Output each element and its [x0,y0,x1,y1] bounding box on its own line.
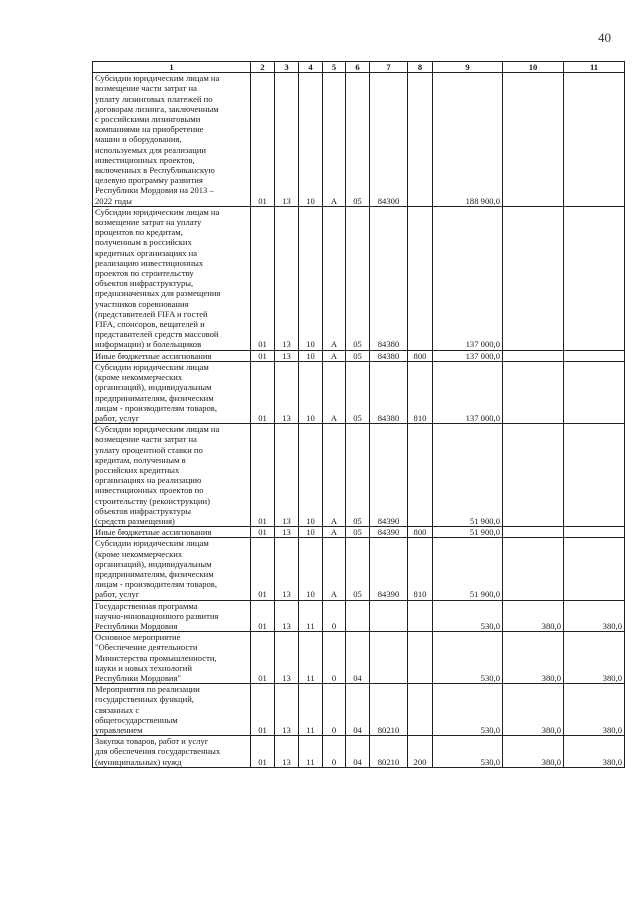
cell-section: 01 [251,424,275,527]
cell-subsection: 13 [275,527,299,538]
cell-amount-1: 530,0 [433,632,503,684]
cell-subprogram: А [323,424,346,527]
table-row [93,350,625,361]
header-cell: 1 [93,62,251,73]
cell-activity: 05 [346,206,370,350]
cell-amount-1: 51 900,0 [433,424,503,527]
row-name: Мероприятия по реализации государственных функций, связанных с общегосударственным управлением [93,684,251,736]
table-row [93,684,625,736]
cell-amount-1: 51 900,0 [433,538,503,600]
cell-amount-3 [564,350,625,361]
cell-direction: 84390 [370,424,408,527]
cell-expense-type [408,424,433,527]
cell-amount-3: 380,0 [564,736,625,768]
cell-amount-3: 380,0 [564,632,625,684]
header-cell: 2 [251,62,275,73]
cell-amount-2 [503,350,564,361]
cell-direction [370,600,408,632]
cell-amount-2: 380,0 [503,600,564,632]
cell-subprogram: 0 [323,736,346,768]
cell-direction: 84390 [370,527,408,538]
cell-program: 11 [299,632,323,684]
cell-subsection: 13 [275,684,299,736]
cell-amount-2 [503,73,564,207]
cell-expense-type [408,206,433,350]
cell-amount-2: 380,0 [503,632,564,684]
cell-direction: 84300 [370,73,408,207]
row-name: Субсидии юридическим лицам (кроме некоммерческих организаций), индивидуальным предпринимателям, физическим лицам - производителям товаров, работ, услуг [93,361,251,423]
cell-expense-type: 800 [408,527,433,538]
cell-program: 10 [299,206,323,350]
row-name: Основное мероприятие "Обеспечение деятельности Министерства промышленности, науки и новых технологий Республики Мордовия" [93,632,251,684]
cell-section: 01 [251,350,275,361]
cell-amount-2 [503,527,564,538]
cell-activity: 05 [346,538,370,600]
cell-section: 01 [251,600,275,632]
cell-activity: 05 [346,361,370,423]
cell-amount-3: 380,0 [564,684,625,736]
cell-expense-type: 200 [408,736,433,768]
cell-amount-3 [564,206,625,350]
cell-subprogram: А [323,361,346,423]
row-name: Субсидии юридическим лицам на возмещение затрат на уплату процентов по кредитам, полученным в российских кредитных организациях на реализацию инвестиционных проектов по строительству объектов инфраструктуры, предназначенных для размещения участников соревнования (представителей FIFA и гостей FIFA, спонсоров, вещателей и представителей средств массовой информации) и болельщиков [93,206,251,350]
cell-amount-2: 380,0 [503,736,564,768]
cell-subprogram: А [323,350,346,361]
header-cell: 9 [433,62,503,73]
cell-activity: 04 [346,684,370,736]
cell-activity [346,600,370,632]
page-number: 40 [598,30,611,45]
cell-subsection: 13 [275,424,299,527]
cell-subsection: 13 [275,73,299,207]
cell-section: 01 [251,632,275,684]
cell-section: 01 [251,206,275,350]
cell-activity: 05 [346,527,370,538]
cell-activity: 04 [346,736,370,768]
cell-subprogram: А [323,73,346,207]
header-cell: 8 [408,62,433,73]
cell-amount-3: 380,0 [564,600,625,632]
cell-amount-1: 137 000,0 [433,361,503,423]
header-cell: 6 [346,62,370,73]
cell-amount-1: 188 900,0 [433,73,503,207]
cell-amount-1: 530,0 [433,736,503,768]
cell-amount-2 [503,206,564,350]
cell-direction: 80210 [370,736,408,768]
cell-amount-2: 380,0 [503,684,564,736]
cell-direction: 84390 [370,538,408,600]
cell-amount-3 [564,73,625,207]
cell-subsection: 13 [275,632,299,684]
cell-direction: 84380 [370,361,408,423]
table-row [93,73,625,207]
cell-amount-3 [564,538,625,600]
row-name: Субсидии юридическим лицам на возмещение части затрат на уплату лизинговых платежей по договорам лизинга, заключенным с российскими лизинговыми компаниями на приобретение машин и оборудования, используемых для реализации инвестиционных проектов, включенных в Республиканскую целевую программу развития Республики Мордовия на 2013 – 2022 годы [93,73,251,207]
budget-table [92,61,625,768]
row-name: Иные бюджетные ассигнования [93,527,251,538]
cell-section: 01 [251,73,275,207]
cell-direction: 80210 [370,684,408,736]
row-name: Государственная программа научно-инновационного развития Республики Мордовия [93,600,251,632]
table-row [93,424,625,527]
cell-subprogram: 0 [323,632,346,684]
cell-expense-type: 800 [408,350,433,361]
cell-program: 11 [299,600,323,632]
row-name: Иные бюджетные ассигнования [93,350,251,361]
cell-direction: 84380 [370,350,408,361]
cell-subsection: 13 [275,206,299,350]
cell-program: 10 [299,361,323,423]
cell-program: 10 [299,73,323,207]
cell-expense-type [408,73,433,207]
table-row [93,600,625,632]
cell-amount-2 [503,424,564,527]
cell-program: 11 [299,684,323,736]
header-cell: 4 [299,62,323,73]
table-row [93,206,625,350]
cell-amount-3 [564,424,625,527]
cell-subprogram: А [323,538,346,600]
row-name: Субсидии юридическим лицам на возмещение части затрат на уплату процентной ставки по кредитам, полученным в российских кредитных организациях на реализацию инвестиционных проектов по строительству (реконструкции) объектов инфраструктуры (средств размещения) [93,424,251,527]
cell-activity: 05 [346,350,370,361]
table-row [93,361,625,423]
cell-program: 10 [299,538,323,600]
cell-program: 10 [299,527,323,538]
cell-subprogram: А [323,206,346,350]
cell-direction: 84380 [370,206,408,350]
header-cell: 5 [323,62,346,73]
cell-amount-1: 137 000,0 [433,350,503,361]
cell-activity: 05 [346,73,370,207]
cell-direction [370,632,408,684]
cell-expense-type: 810 [408,538,433,600]
header-row [93,62,625,73]
cell-activity: 05 [346,424,370,527]
cell-expense-type [408,600,433,632]
cell-subsection: 13 [275,361,299,423]
cell-amount-2 [503,538,564,600]
cell-amount-3 [564,527,625,538]
cell-program: 10 [299,350,323,361]
header-cell: 10 [503,62,564,73]
cell-subsection: 13 [275,538,299,600]
cell-activity: 04 [346,632,370,684]
cell-section: 01 [251,527,275,538]
header-cell: 7 [370,62,408,73]
cell-section: 01 [251,538,275,600]
table-row [93,538,625,600]
cell-subsection: 13 [275,350,299,361]
table-row [93,632,625,684]
header-cell: 11 [564,62,625,73]
cell-program: 11 [299,736,323,768]
row-name: Закупка товаров, работ и услуг для обеспечения государственных (муниципальных) нужд [93,736,251,768]
cell-section: 01 [251,736,275,768]
cell-amount-1: 51 900,0 [433,527,503,538]
cell-subprogram: 0 [323,600,346,632]
cell-expense-type: 810 [408,361,433,423]
cell-subprogram: 0 [323,684,346,736]
header-cell: 3 [275,62,299,73]
table-row [93,527,625,538]
cell-subprogram: А [323,527,346,538]
cell-section: 01 [251,684,275,736]
cell-amount-2 [503,361,564,423]
cell-amount-1: 137 000,0 [433,206,503,350]
cell-amount-3 [564,361,625,423]
cell-amount-1: 530,0 [433,684,503,736]
table-row [93,736,625,768]
cell-program: 10 [299,424,323,527]
row-name: Субсидии юридическим лицам (кроме некоммерческих организаций), индивидуальным предпринимателям, физическим лицам - производителям товаров, работ, услуг [93,538,251,600]
cell-amount-1: 530,0 [433,600,503,632]
cell-section: 01 [251,361,275,423]
cell-expense-type [408,684,433,736]
cell-expense-type [408,632,433,684]
cell-subsection: 13 [275,600,299,632]
cell-subsection: 13 [275,736,299,768]
